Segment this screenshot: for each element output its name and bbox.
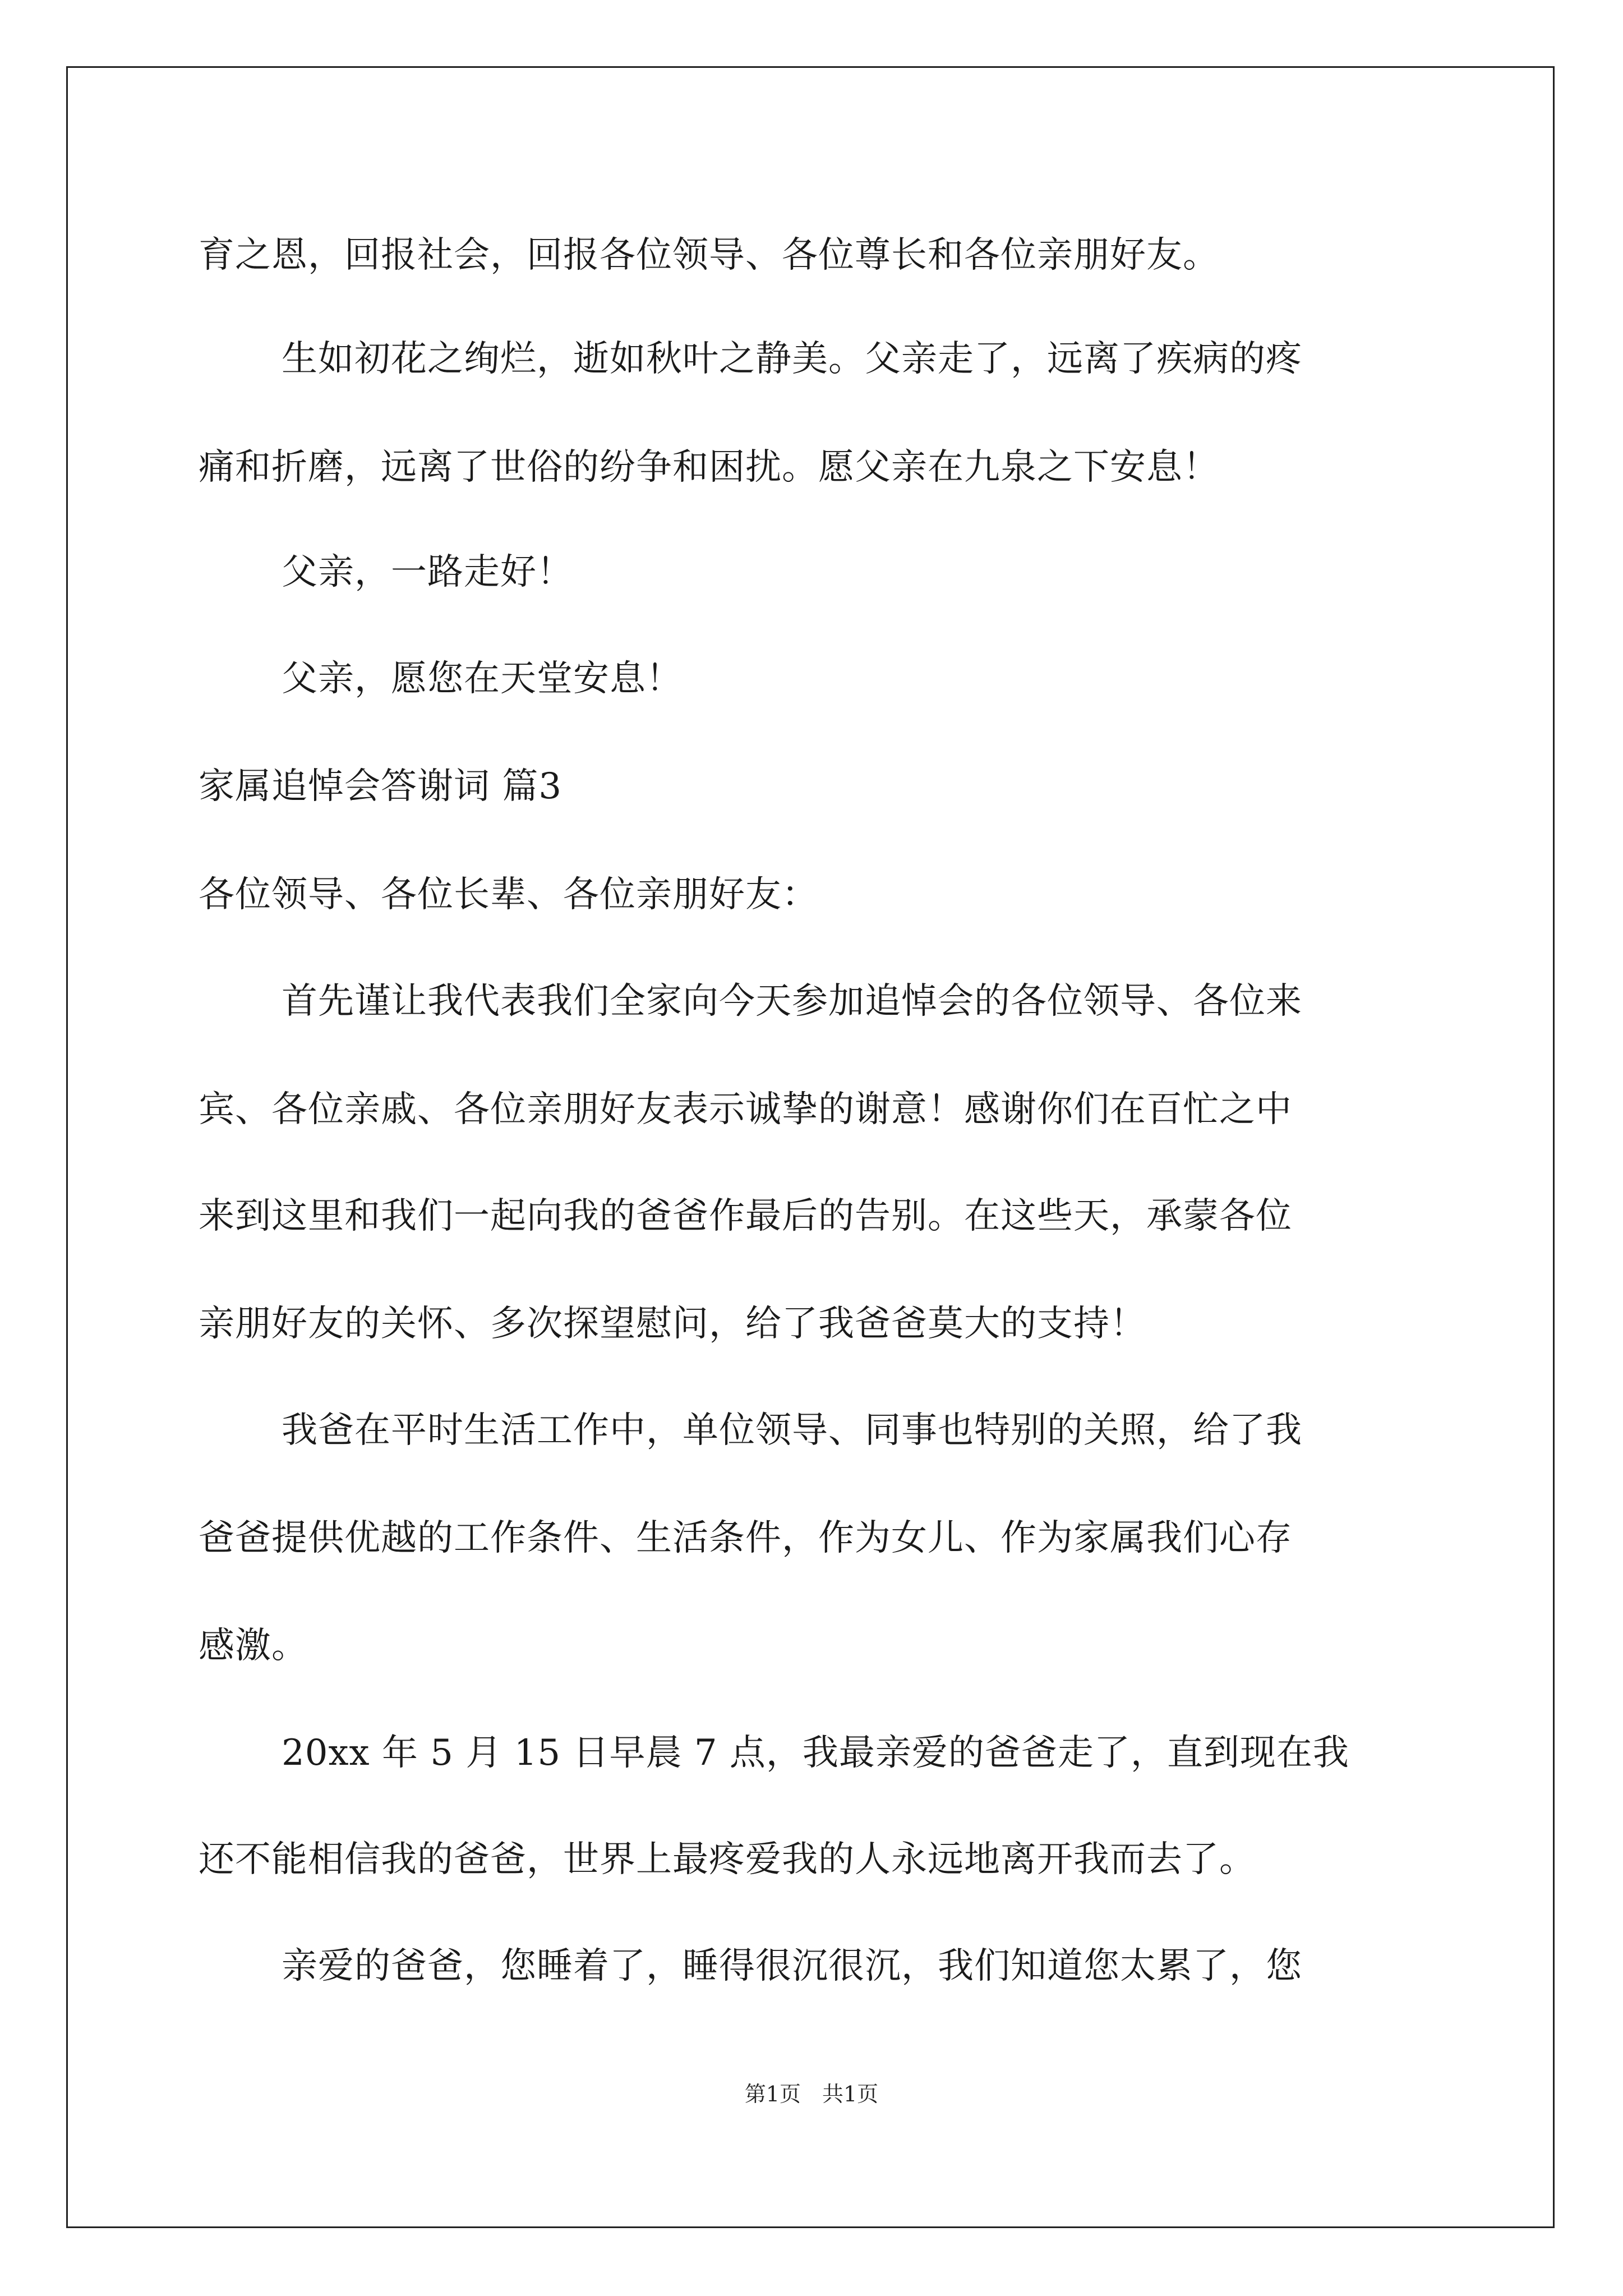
paragraph-line: 爸爸提供优越的工作条件、生活条件，作为女儿、作为家属我们心存 (199, 1517, 1292, 1559)
salutation-line: 各位领导、各位长辈、各位亲朋好友： (199, 874, 818, 915)
paragraph-line: 亲爱的爸爸，您睡着了，睡得很沉很沉，我们知道您太累了，您 (282, 1945, 1302, 1987)
page-frame (66, 66, 1555, 2228)
paragraph-line: 首先谨让我代表我们全家向今天参加追悼会的各位领导、各位来 (282, 981, 1302, 1022)
paragraph-line: 来到这里和我们一起向我的爸爸作最后的告别。在这些天，承蒙各位 (199, 1195, 1292, 1237)
paragraph-line: 我爸在平时生活工作中，单位领导、同事也特别的关照，给了我 (282, 1410, 1302, 1451)
paragraph-line: 育之恩，回报社会，回报各位领导、各位尊长和各位亲朋好友。 (199, 234, 1219, 276)
paragraph-line: 感激。 (199, 1625, 308, 1667)
section-heading: 家属追悼会答谢词 篇3 (199, 766, 562, 807)
paragraph-line: 生如初花之绚烂，逝如秋叶之静美。父亲走了，远离了疾病的疼 (282, 338, 1302, 380)
paragraph-line: 亲朋好友的关怀、多次探望慰问，给了我爸爸莫大的支持！ (199, 1303, 1146, 1345)
paragraph-line: 还不能相信我的爸爸，世界上最疼爱我的人永远地离开我而去了。 (199, 1839, 1256, 1880)
page-number-footer: 第1页 共1页 (744, 2082, 879, 2106)
paragraph-line: 痛和折磨，远离了世俗的纷争和困扰。愿父亲在九泉之下安息！ (199, 447, 1219, 488)
paragraph-line: 父亲，一路走好！ (282, 551, 573, 593)
paragraph-line: 宾、各位亲戚、各位亲朋好友表示诚挚的谢意！感谢你们在百忙之中 (199, 1089, 1292, 1130)
paragraph-line: 父亲，愿您在天堂安息！ (282, 658, 683, 700)
paragraph-line: 20xx 年 5 月 15 日早晨 7 点，我最亲爱的爸爸走了，直到现在我 (282, 1732, 1349, 1774)
